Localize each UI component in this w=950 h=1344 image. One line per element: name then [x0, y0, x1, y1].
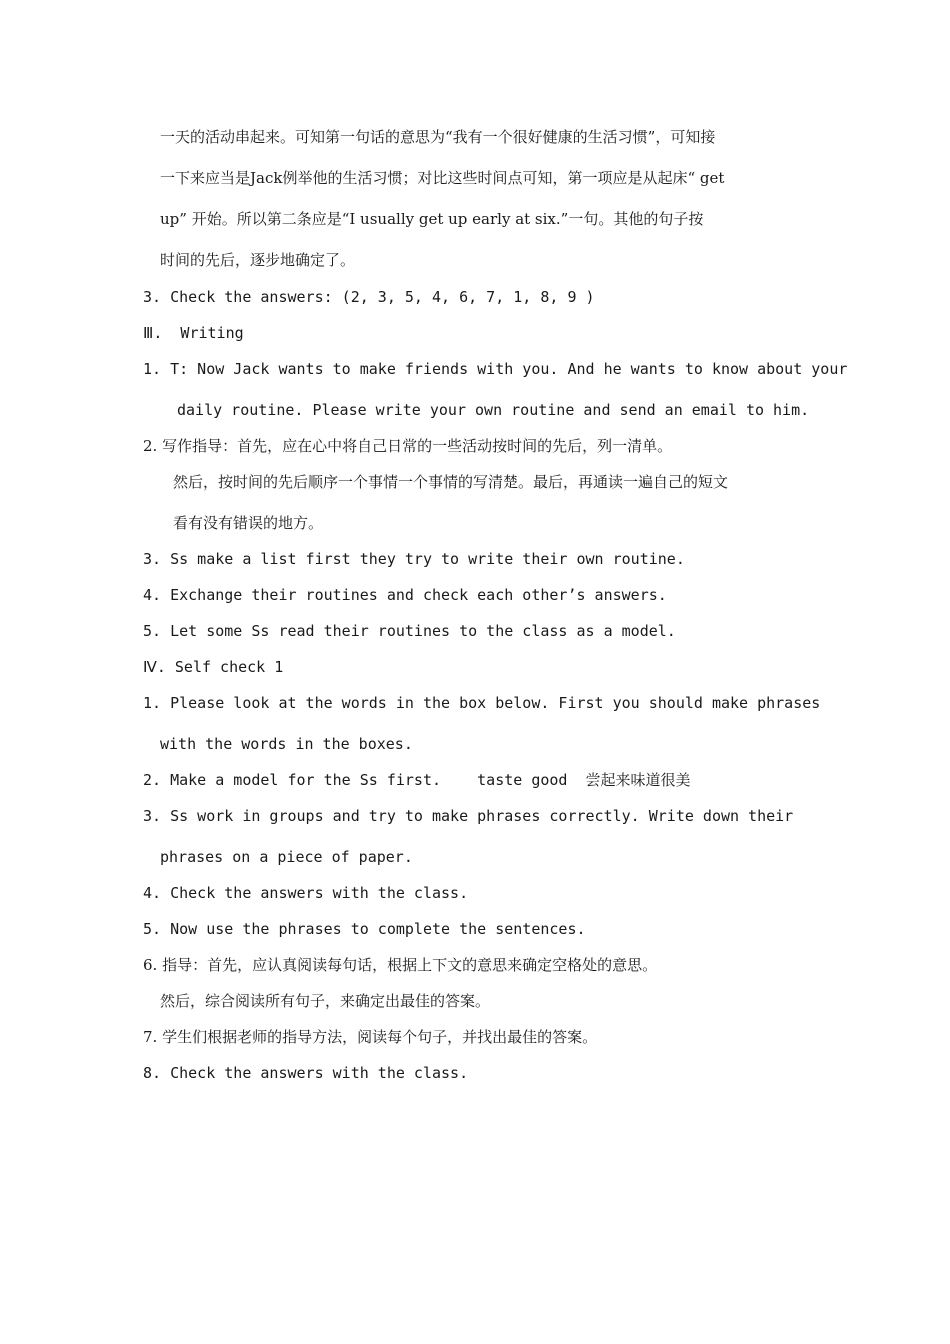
intro-line-3: up” 开始。所以第二条应是“I usually get up early at six.”一句。其他的句子按: [160, 210, 704, 228]
section-heading-writing: Ⅲ. Writing: [143, 324, 244, 342]
self-check-item-2-translation: 尝起来味道很美: [585, 771, 691, 789]
intro-line-1: 一天的活动串起来。可知第一句话的意思为“我有一个很好健康的生活习惯”，可知接: [160, 128, 716, 146]
self-check-item-2-text: 2. Make a model for the Ss first. taste good: [143, 771, 586, 789]
intro-line-4: 时间的先后，逐步地确定了。: [160, 251, 356, 269]
self-check-item-2: [143, 770, 691, 790]
self-check-item-5: 5. Now use the phrases to complete the sentences.: [143, 920, 586, 938]
self-check-item-3: 3. Ss work in groups and try to make phrases correctly. Write down their: [143, 807, 794, 825]
self-check-item-4: 4. Check the answers with the class.: [143, 884, 469, 902]
writing-item-1: 1. T: Now Jack wants to make friends with you. And he wants to know about your: [143, 360, 848, 378]
section-heading-self-check: Ⅳ. Self check 1: [143, 658, 284, 676]
self-check-item-6: 6. 指导：首先，应认真阅读每句话，根据上下文的意思来确定空格处的意思。: [143, 956, 658, 974]
self-check-item-7: 7. 学生们根据老师的指导方法，阅读每个句子，并找出最佳的答案。: [143, 1028, 598, 1046]
self-check-item-6-cont: 然后，综合阅读所有句子，来确定出最佳的答案。: [160, 992, 491, 1010]
intro-line-2: 一下来应当是Jack例举他的生活习惯；对比这些时间点可知，第一项应是从起床“ get: [160, 169, 725, 187]
writing-item-1-cont: daily routine. Please write your own routine and send an email to him.: [177, 401, 810, 419]
writing-item-4: 4. Exchange their routines and check each other’s answers.: [143, 586, 667, 604]
writing-item-3: 3. Ss make a list first they try to write their own routine.: [143, 550, 685, 568]
writing-item-2: 2. 写作指导：首先，应在心中将自己日常的一些活动按时间的先后，列一清单。: [143, 437, 673, 455]
writing-item-2-cont-2: 看有没有错误的地方。: [173, 514, 324, 532]
self-check-item-3-cont: phrases on a piece of paper.: [160, 848, 413, 866]
self-check-item-1: 1. Please look at the words in the box below. First you should make phrases: [143, 694, 821, 712]
self-check-item-1-cont: with the words in the boxes.: [160, 735, 413, 753]
writing-item-5: 5. Let some Ss read their routines to the class as a model.: [143, 622, 676, 640]
writing-item-2-cont: 然后，按时间的先后顺序一个事情一个事情的写清楚。最后，再通读一遍自己的短文: [173, 473, 729, 491]
check-answers-line: 3. Check the answers: (2, 3, 5, 4, 6, 7, 1, 8, 9 ): [143, 288, 595, 306]
self-check-item-8: 8. Check the answers with the class.: [143, 1064, 469, 1082]
